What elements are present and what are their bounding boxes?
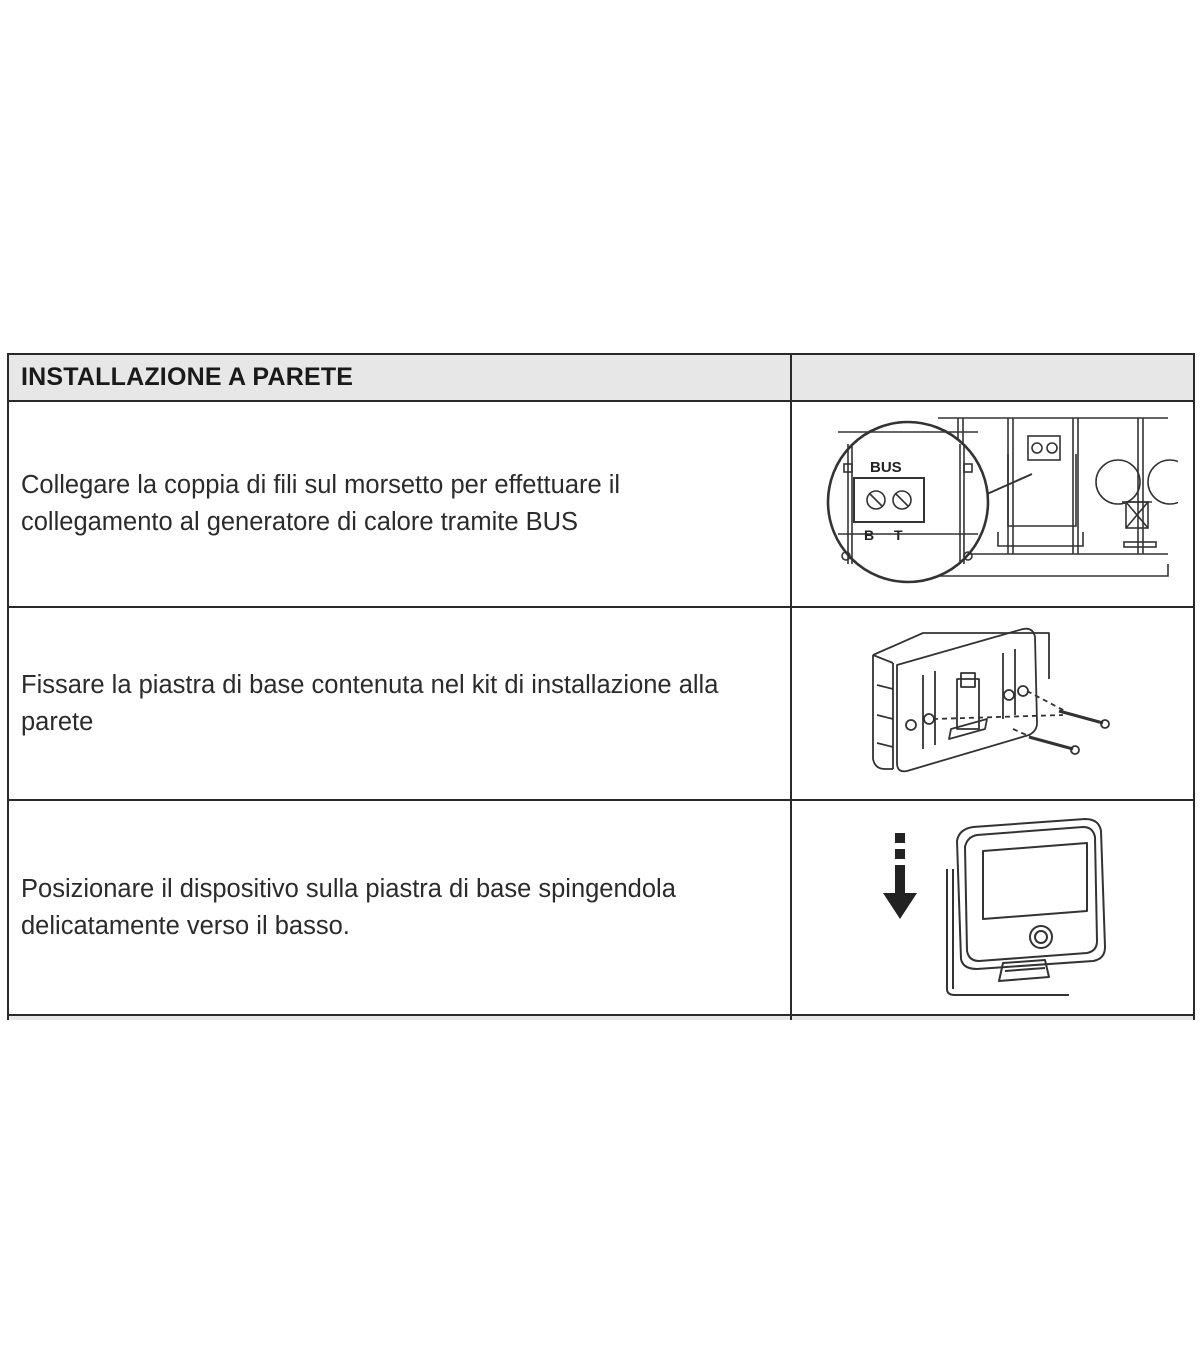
base-plate-with-screws-icon <box>853 619 1133 789</box>
bus-label: BUS <box>869 459 902 476</box>
instruction-cell <box>8 607 791 800</box>
t-label: T <box>893 527 903 543</box>
instruction-text: Posizionare il dispositivo sulla piastra di base spingendola delicatamente verso il basso. <box>21 874 676 940</box>
figure-cell <box>791 607 1194 800</box>
table-header-row <box>8 354 1194 401</box>
instruction-text: Collegare la coppia di fili sul morsetto per effettuare il collegamento al generatore di calore tramite BUS <box>21 471 621 536</box>
instruction-text: Fissare la piastra di base contenuta nel kit di installazione alla parete <box>21 670 719 736</box>
header-empty-cell <box>791 354 1194 401</box>
instruction-cell <box>8 800 791 1015</box>
bus-terminal-wiring-icon <box>808 414 1178 594</box>
table-row <box>8 607 1194 800</box>
table-row <box>8 401 1194 607</box>
installation-table <box>7 353 1193 1020</box>
b-label: B <box>863 527 874 543</box>
instruction-cell <box>8 401 791 607</box>
figure-cell <box>791 800 1194 1015</box>
device-push-down-icon <box>873 813 1113 1003</box>
header-title-cell <box>8 354 791 401</box>
section-title: INSTALLAZIONE A PARETE <box>21 363 354 391</box>
table-row <box>8 800 1194 1015</box>
table-footer-row <box>8 1015 1194 1020</box>
figure-cell <box>791 401 1194 607</box>
